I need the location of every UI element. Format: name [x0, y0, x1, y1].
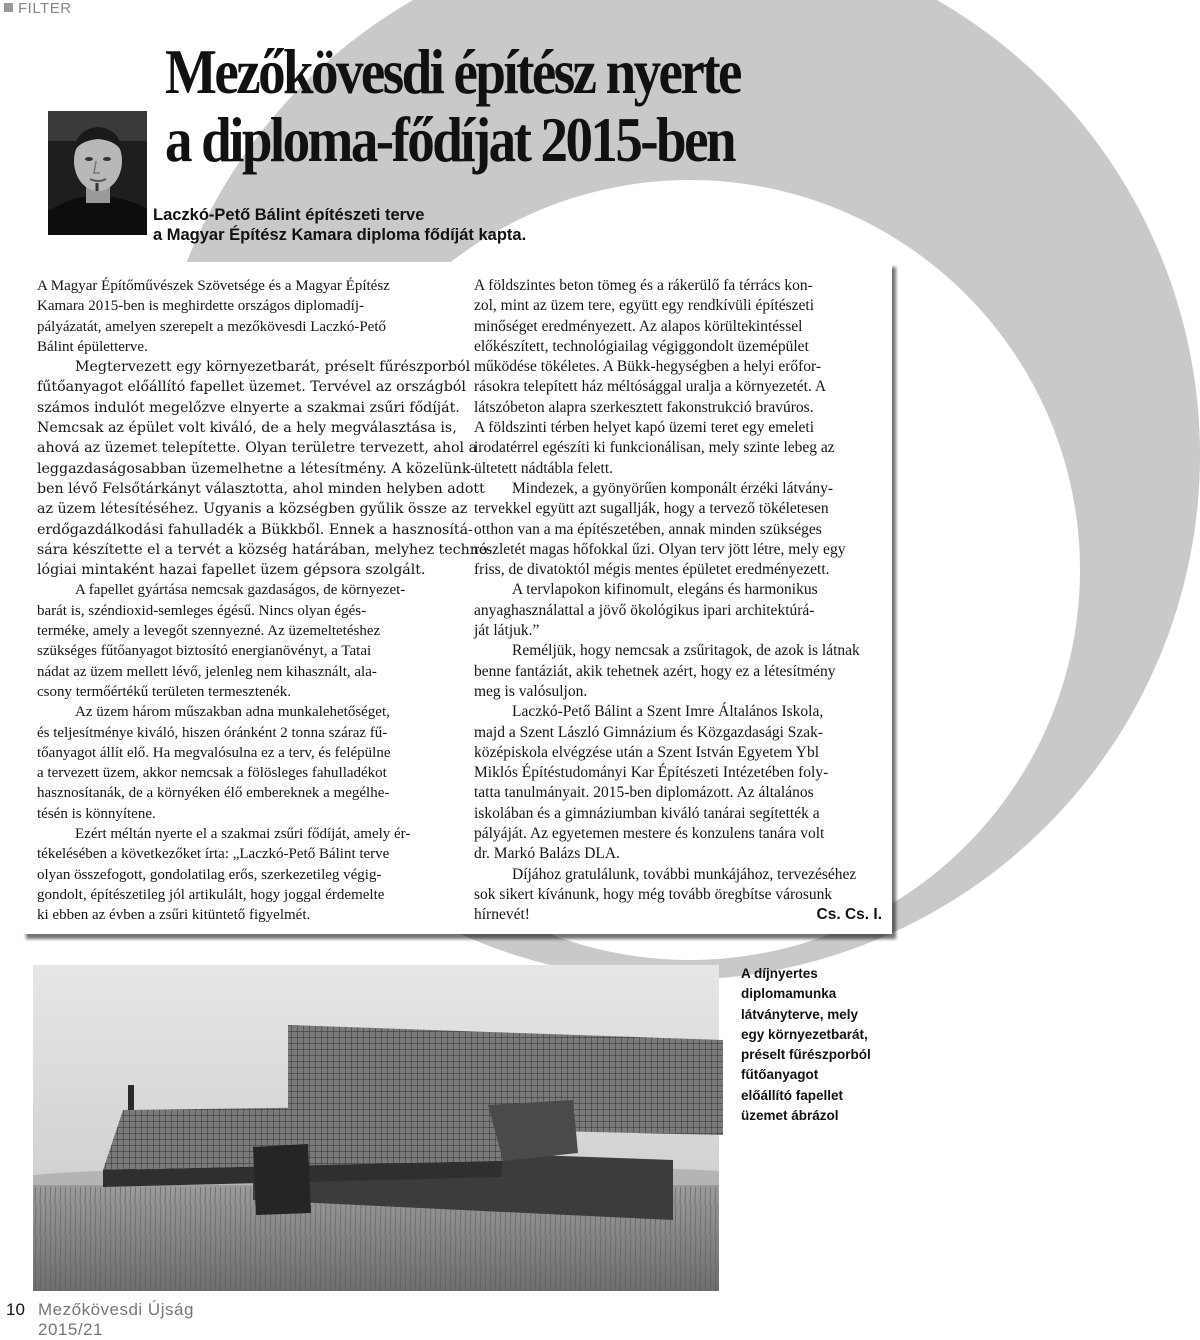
caption-line: diplomamunka	[741, 986, 837, 1002]
article-line: Nemcsak az épület volt kiváló, de a hely megválasztása is,	[37, 420, 457, 437]
article-line: minőséget eredményezett. Az alapos körültekintéssel	[474, 317, 803, 335]
article-paragraph	[474, 702, 882, 864]
article-line: fűtőanyagot előállító fapellet üzemet. Tervével az országból	[37, 379, 466, 396]
article-paragraph	[474, 580, 882, 641]
article-line: meg is valósuljon.	[474, 682, 588, 700]
headline-line: a diploma-fődíjat 2015-ben	[165, 104, 734, 175]
award-rendering-photo	[33, 965, 719, 1291]
article-line: gondolt, építészetileg jól artikulált, hogy joggal érdemelte	[37, 886, 385, 903]
headline	[165, 38, 844, 174]
square-icon	[4, 3, 13, 12]
article-line: Ezért méltán nyerte el a szakmai zsűri fődíját, amely ér-	[75, 826, 411, 843]
article-line: az üzem létesítéséhez. Ugyanis a községben gyűlik össze az	[37, 501, 468, 518]
article-line: részletét magas hőfokkal űzi. Olyan terv jött létre, mely egy	[474, 540, 846, 558]
article-line: anyaghasználattal a jövő ökológikus ipari architektúrá-	[474, 601, 815, 619]
building-rendering	[33, 965, 719, 1291]
portrait-illustration	[48, 111, 147, 235]
subtitle-line: a Magyar Építész Kamara diploma fődíját kapta.	[153, 226, 527, 244]
article-line: csony termőértékű területen termesztenék.	[37, 683, 292, 700]
article-paragraph	[474, 479, 882, 580]
headline-line: Mezőkövesdi építész nyerte	[165, 36, 740, 107]
article-line: ahová az üzemet telepítette. Olyan területre tervezett, ahol a	[37, 440, 478, 457]
article-line: tőanyagot állít elő. Ha megvalósulna ez a terv, és felépülne	[37, 744, 391, 761]
article-line: Megtervezett egy környezetbarát, préselt fűrészporból	[75, 359, 471, 376]
closing-line: hírnevét!	[474, 906, 530, 924]
page-number: 10	[6, 1300, 25, 1319]
article-line: irodatérrel egészíti ki funkcionálisan, mely szinte lebeg az	[474, 439, 835, 457]
article-line: barát is, széndioxid-semleges égésű. Nincs olyan égés-	[37, 602, 367, 619]
author-portrait	[48, 111, 147, 235]
article-left-column	[37, 276, 493, 926]
article-line: A Magyar Építőművészek Szövetsége és a Magyar Építész	[37, 278, 390, 294]
subtitle	[153, 205, 526, 245]
article-line: szükséges fűtőanyagot biztosító energianövényt, a Tatai	[37, 643, 372, 660]
article-line: otthon van a ma építészetében, annak minden szükséges	[474, 520, 822, 538]
section-tag	[4, 0, 72, 17]
section-tag-label: FILTER	[18, 0, 72, 17]
article-line: nádat az üzem mellett lévő, jelenleg nem kihasznált, ala-	[37, 663, 377, 680]
article-right-column	[474, 276, 882, 926]
article-paragraph	[474, 905, 882, 925]
article-line: A tervlapokon kifinomult, elegáns és harmonikus	[512, 581, 818, 599]
author-signature: Cs. Cs. I.	[816, 906, 882, 924]
article-line: ki ebben az évben a zsűri kitüntető figyelmét.	[37, 907, 311, 924]
article-line: Kamara 2015-ben is meghirdette országos diplomadíj-	[37, 298, 364, 315]
article-line: A fapellet gyártása nemcsak gazdaságos, de környezet-	[75, 582, 406, 599]
article-line: tésén is könnyítene.	[37, 805, 156, 822]
article-line: benne fantáziát, akik tehetnek azért, hogy ez a létesítmény	[474, 662, 836, 680]
article-line: A földszinti térben helyet kapó üzemi teret egy emeleti	[474, 419, 815, 437]
article-line: Bálint épületterve.	[37, 338, 148, 355]
article-line: iskolában és a gimnáziumban kiváló tanárai segítették a	[474, 804, 820, 822]
article-paragraph	[37, 276, 452, 357]
caption-line: üzemet ábrázol	[741, 1108, 839, 1124]
article-line: Mindezek, a gyönyörűen komponált érzéki látvány-	[512, 479, 834, 497]
article-line: sok sikert kívánunk, hogy még tovább öregbítse városunk	[474, 885, 833, 903]
article-line: Az üzem három műszakban adna munkalehetőséget,	[75, 704, 390, 721]
article-line: terméke, amely a levegőt szennyezné. Az üzemeltetéshez	[37, 623, 381, 640]
article-line: leggazdaságosabban üzemelhetne a létesítmény. A közelünk-	[37, 460, 475, 477]
article-line: Díjához gratulálunk, további munkájához, tervezéséhez	[512, 865, 857, 883]
caption-line: A díjnyertes	[741, 966, 818, 981]
article-line: számos indulót megelőzve elnyerte a szakmai zsűri fődíját.	[37, 399, 460, 416]
article-line: A földszintes beton tömeg és a rákerülő fa térrács kon-	[474, 277, 813, 294]
article-line: Reméljük, hogy nemcsak a zsűritagok, de azok is látnak	[512, 642, 860, 660]
article-paragraph	[474, 865, 882, 906]
article-line: tékelésében a következőket írta: „Laczkó-Pető Bálint terve	[37, 846, 390, 863]
article-paragraph	[474, 276, 882, 479]
article-line: a tervezett üzem, akkor nemcsak a fölösleges fahulladékot	[37, 765, 387, 782]
caption-line: fűtőanyagot	[741, 1067, 819, 1083]
article-paragraph	[37, 357, 493, 580]
article-line: dr. Markó Balázs DLA.	[474, 845, 620, 863]
caption-line: préselt fűrészporból	[741, 1047, 871, 1063]
article-line: ját látjuk.”	[474, 622, 540, 640]
article-line: hasznosítanák, de a környéken élő embereknek a megélhe-	[37, 785, 390, 802]
caption-line: egy környezetbarát,	[741, 1026, 868, 1042]
article-line: zol, mint az üzem tere, együtt egy rendkívüli építészeti	[474, 297, 815, 315]
article-line: erdőgazdálkodási fahulladék a Bükkből. Ennek a hasznosítá-	[37, 521, 473, 538]
article-line: látszóbeton alapra szerkesztett fakonstrukció bravúros.	[474, 398, 814, 416]
article-line: előkészített, technológiailag végiggondolt üzemépület	[474, 337, 809, 355]
article-line: középiskola elvégzése után a Szent István Egyetem Ybl	[474, 743, 820, 761]
article-line: rásokra telepített ház méltósággal uralja a környezetét. A	[474, 378, 827, 396]
article-line: tervekkel együtt azt sugallják, hogy a tervező tökéletesen	[474, 500, 829, 518]
article-paragraph	[37, 702, 452, 824]
article-line: Miklós Építéstudományi Kar Építészeti Intézetében foly-	[474, 764, 829, 782]
article-line: pályáját. Az egyetemen mestere és konzulens tanára volt	[474, 825, 825, 843]
article-line: ben lévő Felsőtárkányt választotta, ahol minden helyben adott	[37, 480, 485, 497]
photo-caption	[741, 964, 901, 1126]
article-line: tatta tanulmányait. 2015-ben diplomázott. Az általános	[474, 784, 814, 802]
article-paragraph	[37, 580, 452, 702]
publication-name: Mezőkövesdi Újság 2015/21	[38, 1300, 194, 1339]
article-line: friss, de divatoktól mégis mentes épületet eredményezett.	[474, 561, 830, 579]
caption-line: látványterve, mely	[741, 1006, 859, 1022]
article-line: sára készítette el a tervét a község határában, melyhez techno-	[37, 541, 493, 558]
article-line: lógiai mintaként hazai fapellet üzem gépsora szolgált.	[37, 562, 426, 579]
article-paragraph	[37, 824, 452, 925]
article-line: pályázatát, amelyen szerepelt a mezőkövesdi Laczkó-Pető	[37, 318, 386, 335]
article-line: majd a Szent László Gimnázium és Közgazdasági Szak-	[474, 723, 824, 741]
page-footer	[0, 1298, 260, 1339]
article-line: működése tökéletes. A Bükk-hegységben a helyi erőfor-	[474, 358, 822, 376]
caption-line: előállító fapellet	[741, 1087, 844, 1103]
article-line: és teljesítménye kiváló, hiszen óránként 2 tonna száraz fű-	[37, 724, 388, 741]
article-line: olyan összefogott, gondolatilag erős, szerkezetileg végig-	[37, 866, 382, 883]
article-line: ültetett nádtábla felett.	[474, 459, 614, 477]
subtitle-line: Laczkó-Pető Bálint építészeti terve	[153, 206, 425, 224]
article-paragraph	[474, 641, 882, 702]
article-line: Laczkó-Pető Bálint a Szent Imre Általános Iskola,	[512, 703, 824, 721]
